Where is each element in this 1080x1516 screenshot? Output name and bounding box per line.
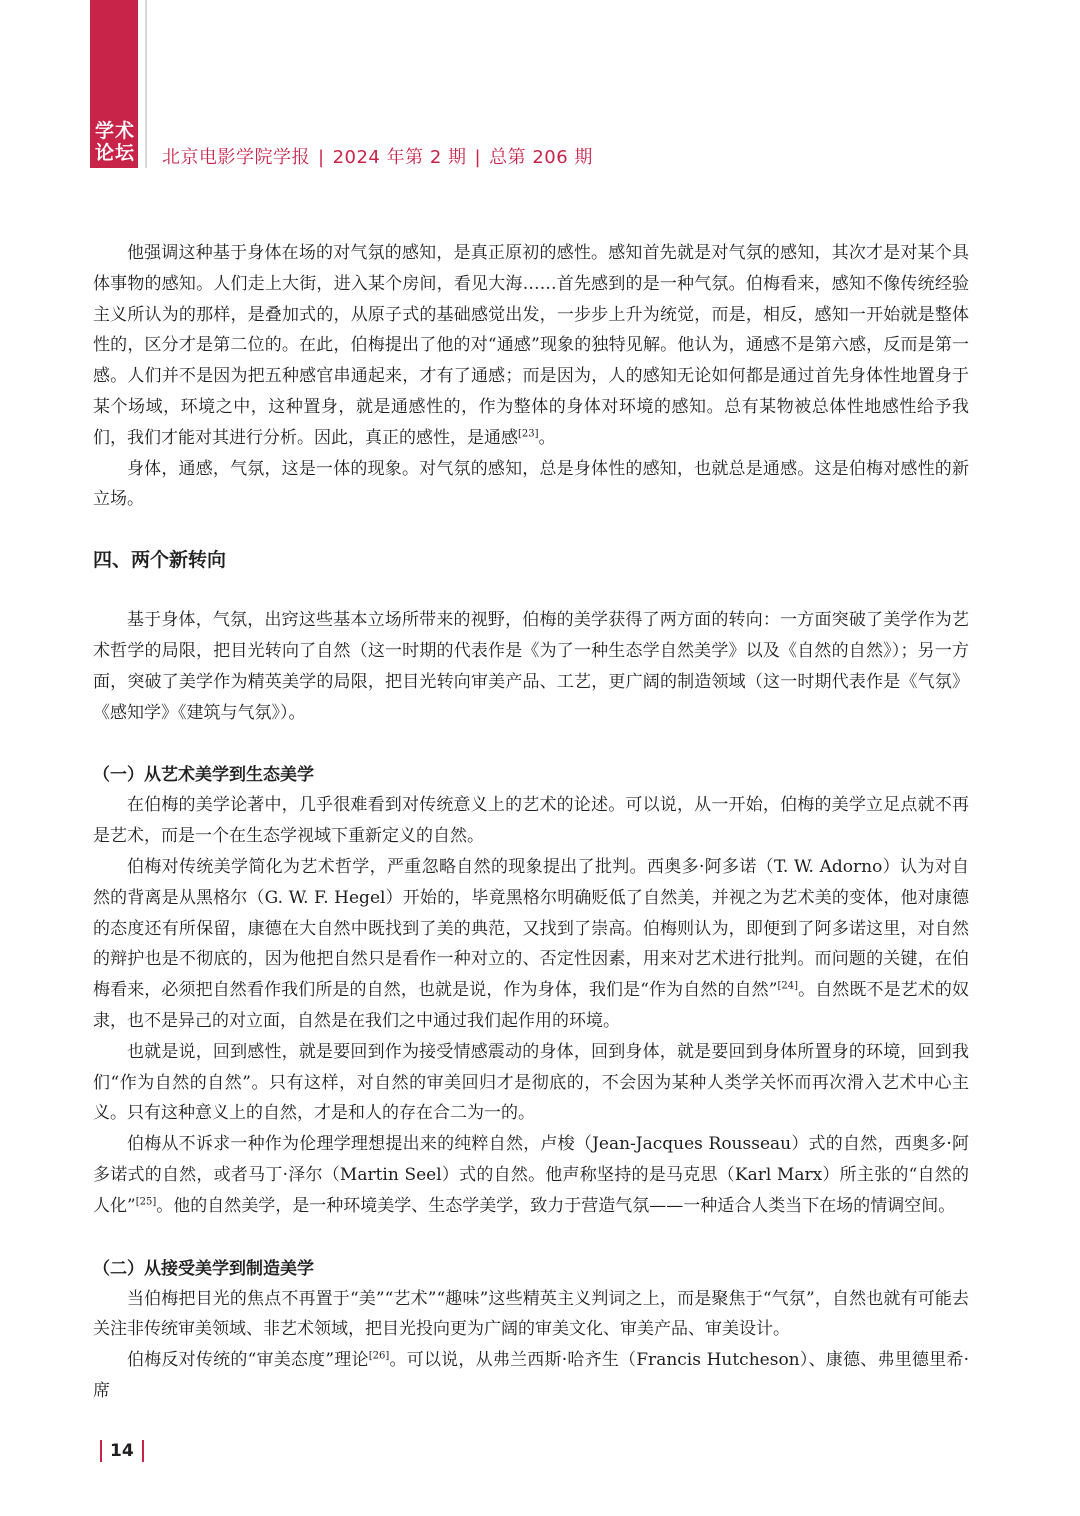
paragraph: 在伯梅的美学论著中，几乎很难看到对传统意义上的艺术的论述。可以说，从一开始，伯梅的美学立足点就不再是艺术，而是一个在生态学视域下重新定义的自然。 [93,795,969,847]
paragraph: 身体，通感，气氛，这是一体的现象。对气氛的感知，总是身体性的感知，也就总是通感。这是伯梅对感性的新立场。 [93,458,969,510]
subsection-heading: （二）从接受美学到制造美学 [93,1258,314,1279]
header-divider [145,0,147,168]
header-separator: | [474,147,482,168]
paragraph: 基于身体，气氛，出窍这些基本立场所带来的视野，伯梅的美学获得了两方面的转向：一方面突破了美学作为艺术哲学的局限，把目光转向了自然（这一时期的代表作是《为了一种生态学自然美学》以及《自然的自然》）；另一方面，突破了美学作为精英美学的局限，把目光转向审美产品、工艺，更广阔的制造领域（这一时期代表作是《气氛》《感知学》《建筑与气氛》）。 [93,610,969,723]
paragraph: 他强调这种基于身体在场的对气氛的感知，是真正原初的感性。感知首先就是对气氛的感知，其次才是对某个具体事物的感知。人们走上大街，进入某个房间，看见大海……首先感到的是一种气氛。伯梅看来，感知不像传统经验主义所认为的那样，是叠加式的，从原子式的基础感觉出发，一步步上升为统觉，而是，相反，感知一开始就是整体性的，区分才是第二位的。在此，伯梅提出了他的对“通感”现象的独特见解。他认为，通感不是第六感，反而是第一感。人们并不是因为把五种感官串通起来，才有了通感；而是因为，人的感知无论如何都是通过首先身体性地置身于某个场域，环境之中，这种置身，就是通感性的，作为整体的身体对环境的感知。总有某物被总体性地感性给予我们，我们才能对其进行分析。因此，真正的感性，是通感[23]。 [93,243,969,448]
paragraph: 伯梅对传统美学简化为艺术哲学，严重忽略自然的现象提出了批判。西奥多·阿多诺（T. W. Adorno）认为对自然的背离是从黑格尔（G. W. F. Hegel）开始的，毕竟黑格尔明确贬低了自然美，并视之为艺术美的变体，他对康德的态度还有所保留，康德在大自然中既找到了美的典范，又找到了崇高。伯梅则认为，即便到了阿多诺这里，对自然的辩护也是不彻底的，因为他把自然只是看作一种对立的、否定性因素，用来对艺术进行批判。而问题的关键，在伯梅看来，必须把自然看作我们所是的自然，也就是说，作为身体，我们是“作为自然的自然”[24]。自然既不是艺术的奴隶，也不是异己的对立面，自然是在我们之中通过我们起作用的环境。 [93,856,969,1031]
section-heading: 四、两个新转向 [93,549,227,572]
section-label-line1: 学术 [95,120,136,142]
paragraph: 当伯梅把目光的焦点不再置于“美”“艺术”“趣味”这些精英主义判词之上，而是聚焦于“气氛”，自然也就有可能去关注非传统审美领域、非艺术领域，把目光投向更为广阔的审美文化、审美产品、审美设计。 [93,1288,969,1340]
citation-ref[interactable]: [23] [518,428,539,440]
paragraph: 伯梅从不诉求一种作为伦理学理想提出来的纯粹自然，卢梭（Jean-Jacques Rousseau）式的自然，西奥多·阿多诺式的自然，或者马丁·泽尔（Martin Seel）式的自然。他声称坚持的是马克思（Karl Marx）所主张的“自然的人化”[25]。他的自然美学，是一种环境美学、生态学美学，致力于营造气氛——一种适合人类当下在场的情调空间。 [93,1134,969,1216]
page-footer [92,1440,152,1462]
header-separator: | [318,147,325,168]
page-number: 14 [110,1441,134,1461]
paragraph: 伯梅反对传统的“审美态度”理论[26]。可以说，从弗兰西斯·哈齐生（Francis Hutcheson）、康德、弗里德里希·席 [93,1350,969,1401]
subsection-heading: （一）从艺术美学到生态美学 [93,765,314,786]
issue-label: 2024 年第 2 期 [332,147,467,168]
citation-ref[interactable]: [24] [777,980,798,992]
section-label-line2: 论坛 [95,142,136,164]
article-body [93,238,969,1407]
citation-ref[interactable]: [25] [135,1196,157,1208]
citation-ref[interactable]: [26] [368,1350,390,1362]
total-issue-label: 总第 206 期 [489,147,593,168]
footer-bar-left [100,1440,102,1462]
section-tab [90,0,138,168]
journal-name: 北京电影学院学报 [162,147,310,168]
running-header [162,143,593,169]
footer-bar-right [142,1440,144,1462]
paragraph: 也就是说，回到感性，就是要回到作为接受情感震动的身体，回到身体，就是要回到身体所置身的环境，回到我们“作为自然的自然”。只有这样，对自然的审美回归才是彻底的，不会因为某种人类学关怀而再次滑入艺术中心主义。只有这种意义上的自然，才是和人的存在合二为一的。 [93,1041,969,1124]
